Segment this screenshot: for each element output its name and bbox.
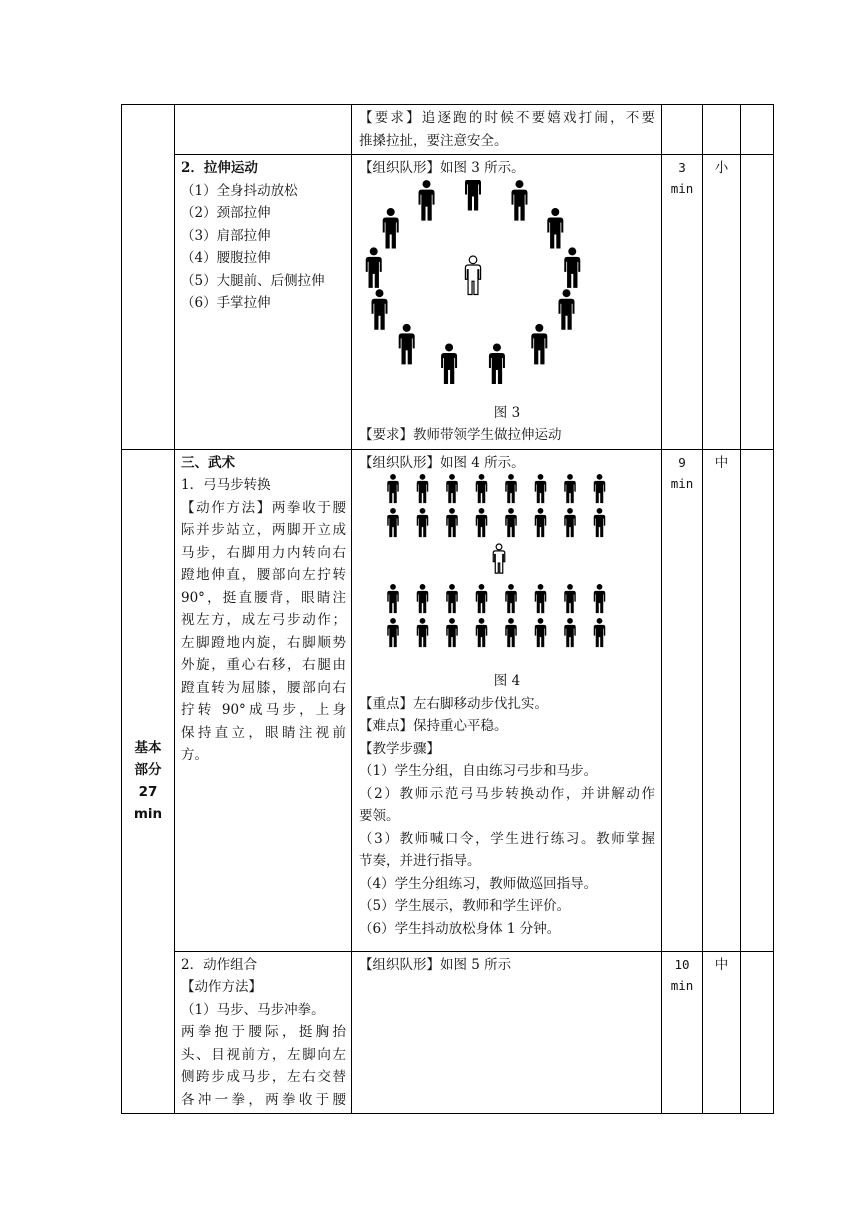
student-figure bbox=[465, 180, 481, 211]
student-figure bbox=[505, 618, 517, 647]
student-figure bbox=[594, 508, 606, 537]
time-cell-wushu bbox=[662, 449, 703, 951]
student-figure bbox=[505, 508, 517, 537]
method-line: 【动作方法】两拳收于腰 bbox=[181, 499, 346, 516]
org-cell-stretch bbox=[352, 155, 662, 450]
note-cell-warmup-end bbox=[741, 105, 774, 155]
student-figure bbox=[564, 247, 580, 288]
student-figure bbox=[383, 208, 399, 249]
step-line: （1）学生分组，自由练习弓步和马步。 bbox=[359, 763, 598, 779]
content-cell-warmup-end bbox=[175, 105, 352, 155]
table-row-combo bbox=[122, 951, 774, 1114]
method-line: 视左方，成左弓步动作； bbox=[181, 612, 346, 628]
grid-formation-figure bbox=[359, 474, 655, 670]
stretch-title: 2．拉伸运动 bbox=[181, 160, 258, 176]
section-cell-warmup bbox=[122, 105, 175, 450]
method-line: 两拳抱于腰际，挺胸抬 bbox=[181, 1024, 346, 1040]
student-figure bbox=[417, 508, 429, 537]
teacher-figure bbox=[465, 256, 480, 294]
combo-method-title: 【动作方法】 bbox=[181, 979, 262, 995]
time-unit: min bbox=[670, 181, 694, 196]
method-line: 外旋，重心右移，右腿由 bbox=[181, 657, 346, 673]
method-line: 左脚蹬地内旋，右脚顺势 bbox=[181, 634, 346, 651]
student-figure bbox=[366, 247, 382, 288]
step-line: （2）教师示范弓马步转换动作，并讲解动作 bbox=[359, 785, 655, 802]
intensity-cell-combo: 中 bbox=[703, 951, 741, 1114]
wushu-title: 三、武术 bbox=[181, 454, 235, 471]
section-cell-main bbox=[122, 449, 175, 1114]
student-figure bbox=[594, 584, 606, 613]
student-figure bbox=[476, 508, 488, 537]
time-cell-combo bbox=[662, 951, 703, 1114]
org-cell-warmup-end bbox=[352, 105, 662, 155]
circle-formation-figure bbox=[359, 180, 655, 402]
student-figure bbox=[535, 508, 547, 537]
section-label-line: 基本 bbox=[134, 740, 162, 757]
formation-intro: 【组织队形】如图 3 所示。 bbox=[359, 160, 525, 176]
teacher-figure bbox=[493, 544, 505, 573]
student-figure bbox=[387, 508, 399, 537]
student-figure bbox=[594, 618, 606, 647]
lesson-plan-table bbox=[121, 104, 774, 1114]
formation-intro: 【组织队形】如图 4 所示。 bbox=[359, 454, 525, 471]
student-figure bbox=[417, 474, 429, 503]
step-line: （5）学生展示，教师和学生评价。 bbox=[359, 898, 571, 914]
stretch-item: （1）全身抖动放松 bbox=[181, 182, 298, 199]
method-line: 拧转 90°成马步，上身 bbox=[181, 702, 346, 718]
stretch-item: （4）腰腹拉伸 bbox=[181, 250, 271, 266]
requirement-text: 【要求】教师带领学生做拉伸运动 bbox=[359, 427, 562, 443]
time-value: 9 bbox=[678, 454, 686, 470]
method-line: 侧跨步成马步，左右交替 bbox=[181, 1069, 346, 1085]
student-figure bbox=[564, 584, 576, 613]
focus-text: 【重点】左右脚移动步伐扎实。 bbox=[359, 695, 548, 712]
student-figure bbox=[505, 474, 517, 503]
org-cell-combo bbox=[352, 951, 662, 1114]
student-figure bbox=[446, 618, 458, 647]
method-line: 90°，挺直腰背，眼睛注 bbox=[181, 589, 346, 606]
student-figure bbox=[594, 474, 606, 503]
stretch-item: （5）大腿前、后侧拉伸 bbox=[181, 272, 325, 289]
requirement-line-1: 【要求】追逐跑的时候不要嬉戏打闹，不要 bbox=[359, 110, 655, 126]
figure-caption: 图 3 bbox=[493, 404, 521, 421]
content-cell-stretch bbox=[175, 155, 352, 450]
note-cell-wushu bbox=[741, 449, 774, 951]
student-figure bbox=[419, 180, 435, 221]
method-line: 蹬地伸直，腰部向左拧转 bbox=[181, 567, 346, 583]
intensity-cell-stretch: 小 bbox=[703, 155, 741, 450]
time-unit: min bbox=[670, 475, 694, 491]
student-figure bbox=[489, 343, 505, 384]
student-figure bbox=[476, 474, 488, 503]
method-line: 头、目视前方，左脚向左 bbox=[181, 1046, 346, 1063]
section-label-line: 27 bbox=[138, 784, 158, 801]
method-line: 际并步站立，两脚开立成 bbox=[181, 522, 346, 538]
student-figure bbox=[446, 508, 458, 537]
step-line: （3）教师喊口令，学生进行练习。教师掌握 bbox=[359, 830, 655, 847]
org-cell-wushu bbox=[352, 449, 662, 951]
time-cell-warmup-end bbox=[662, 105, 703, 155]
method-line: 蹬直转为屈膝，腰部向右 bbox=[181, 679, 346, 696]
step-line: 节奏，并进行指导。 bbox=[359, 853, 481, 869]
student-figure bbox=[564, 618, 576, 647]
student-figure bbox=[559, 289, 575, 330]
time-unit: min bbox=[670, 977, 694, 993]
student-figure bbox=[564, 508, 576, 537]
student-figure bbox=[387, 584, 399, 613]
wushu-subtitle: 1．弓马步转换 bbox=[181, 477, 271, 493]
step-line: （4）学生分组练习，教师做巡回指导。 bbox=[359, 875, 598, 892]
stretch-item: （2）颈部拉伸 bbox=[181, 205, 271, 221]
student-figure bbox=[417, 618, 429, 647]
section-label-line: 部分 bbox=[134, 762, 162, 779]
student-figure bbox=[564, 474, 576, 503]
steps-title: 【教学步骤】 bbox=[359, 740, 440, 757]
requirement-line-2: 推搡拉扯，要注意安全。 bbox=[359, 132, 508, 149]
stretch-item: （6）手掌拉伸 bbox=[181, 295, 271, 311]
student-figure bbox=[387, 618, 399, 647]
time-cell-stretch bbox=[662, 155, 703, 450]
formation-intro: 【组织队形】如图 5 所示 bbox=[359, 956, 512, 973]
student-figure bbox=[505, 584, 517, 613]
method-line: 保持直立，眼睛注视前 bbox=[181, 724, 346, 741]
table-row-wushu bbox=[122, 449, 774, 951]
student-figure bbox=[535, 618, 547, 647]
student-figure bbox=[531, 323, 547, 364]
step-line: 要领。 bbox=[359, 808, 400, 824]
stretch-item: （3）肩部拉伸 bbox=[181, 227, 271, 244]
time-value: 10 bbox=[674, 956, 690, 972]
method-line: 各冲一拳，两拳收于腰 bbox=[181, 1091, 346, 1108]
step-line: （6）学生抖动放松身体 1 分钟。 bbox=[359, 920, 561, 937]
time-value: 3 bbox=[678, 160, 686, 175]
student-figure bbox=[446, 584, 458, 613]
student-figure bbox=[511, 180, 527, 221]
student-figure bbox=[476, 618, 488, 647]
note-cell-combo bbox=[741, 951, 774, 1114]
difficulty-text: 【难点】保持重心平稳。 bbox=[359, 718, 508, 734]
content-cell-wushu bbox=[175, 449, 352, 951]
section-label-line: min bbox=[133, 806, 163, 823]
student-figure bbox=[417, 584, 429, 613]
student-figure bbox=[476, 584, 488, 613]
student-figure bbox=[446, 474, 458, 503]
method-line: 马步，右脚用力内转向右 bbox=[181, 544, 346, 561]
student-figure bbox=[535, 584, 547, 613]
note-cell-stretch bbox=[741, 155, 774, 450]
combo-first-line: （1）马步、马步冲拳。 bbox=[181, 1001, 325, 1018]
student-figure bbox=[547, 208, 563, 249]
method-line-last: 方。 bbox=[181, 747, 208, 763]
content-cell-combo bbox=[175, 951, 352, 1114]
table-row-stretch bbox=[122, 155, 774, 450]
student-figure bbox=[535, 474, 547, 503]
student-figure bbox=[399, 323, 415, 364]
table-row-warmup-end bbox=[122, 105, 774, 155]
intensity-cell-wushu: 中 bbox=[703, 449, 741, 951]
combo-title: 2．动作组合 bbox=[181, 956, 258, 973]
student-figure bbox=[387, 474, 399, 503]
student-figure bbox=[371, 289, 387, 330]
intensity-cell-warmup-end bbox=[703, 105, 741, 155]
figure-caption: 图 4 bbox=[493, 673, 521, 689]
student-figure bbox=[441, 343, 457, 384]
